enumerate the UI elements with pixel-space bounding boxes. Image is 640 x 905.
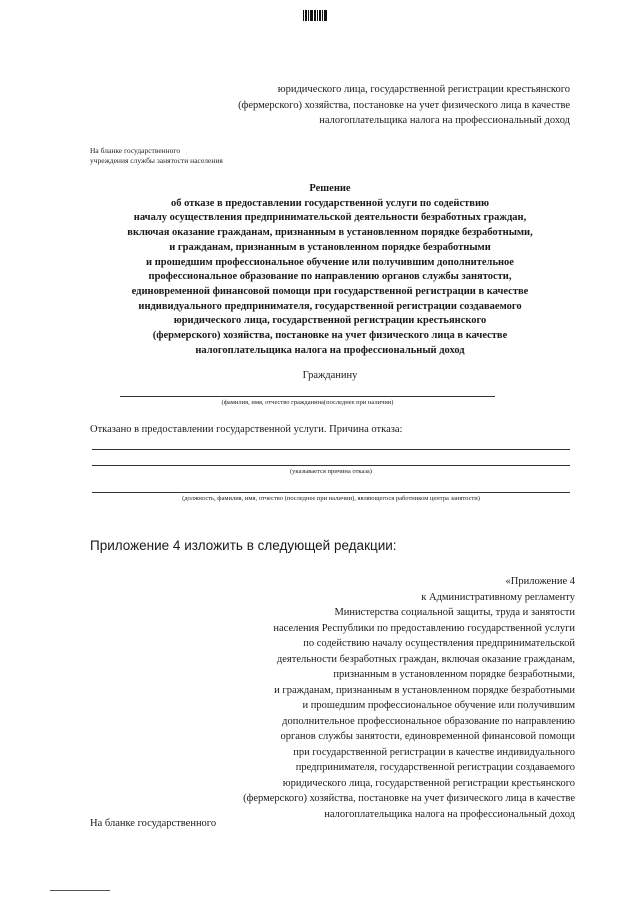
footer-rule — [50, 890, 110, 891]
decision-block: Решение об отказе в предоставлении государственной услуги по содействию началу осуществления предпринимательской деятельности безработных граждан, включая оказание гражданам, признанным в установленном порядке безработными, и гражданам, признанным в установленном порядке безработными и прошедшим профессиональное обучение или получившим дополнительное профессиональное образование по направлению органов службы занятости, единовременной финансовой помощи при государственной регистрации в качестве индивидуального предпринимателя, государственной регистрации создаваемого юридического лица, государственной регистрации крестьянского (фермерского) хозяйства, постановке на учет физического лица в качестве налогоплательщика налога на профессиональный доход — [80, 182, 580, 358]
signature-caption: (должность, фамилия, имя, отчество (последнее при наличии), являющегося работником центра занятости) — [182, 495, 480, 502]
decision-title: Решение — [309, 183, 351, 194]
top-line: налогоплательщика налога на профессиональный доход — [319, 115, 570, 127]
refusal-text: Отказано в предоставлении государственной услуги. Причина отказа: — [90, 424, 403, 435]
header-barcode — [303, 10, 327, 21]
citizen-name-line — [120, 396, 495, 397]
letterhead-note: На бланке государственного учреждения службы занятости населения — [90, 146, 223, 165]
bottom-note: На бланке государственного — [90, 818, 217, 829]
citizen-label: Гражданину — [302, 370, 358, 381]
top-line: (фермерского) хозяйства, постановке на учет физического лица в качестве — [238, 99, 570, 111]
top-continuation-block — [238, 82, 570, 129]
reason-line — [92, 449, 570, 450]
top-line: юридического лица, государственной регистрации крестьянского — [277, 84, 570, 95]
citizen-caption: (фамилия, имя, отчество гражданина(последнее при наличии) — [221, 399, 394, 406]
appendix-title: «Приложение 4 — [505, 576, 575, 587]
signature-line — [92, 492, 570, 493]
reason-caption: (указывается причина отказа) — [290, 468, 372, 475]
reason-line — [92, 465, 570, 466]
appendix-block: «Приложение 4 к Административному регламенту Министерства социальной защиты, труда и занятости населения Республики по предоставлению государственной услуги по содействию началу осуществления предпринимательской деятельности безработных граждан, включая оказание гражданам, признанным в установленном порядке безработными, и гражданам, признанным в установленном порядке безработными и прошедшим профессиональное обучение или получившим дополнительное профессиональное образование по направлению органов службы занятости, единовременной финансовой помощи при государственной регистрации в качестве индивидуального предпринимателя, государственной регистрации создаваемого юридического лица, государственной регистрации крестьянского (фермерского) хозяйства, постановке на учет физического лица в качестве налогоплательщика налога на профессиональный доход — [243, 576, 575, 820]
amendment-heading: Приложение 4 изложить в следующей редакции: — [90, 538, 397, 553]
